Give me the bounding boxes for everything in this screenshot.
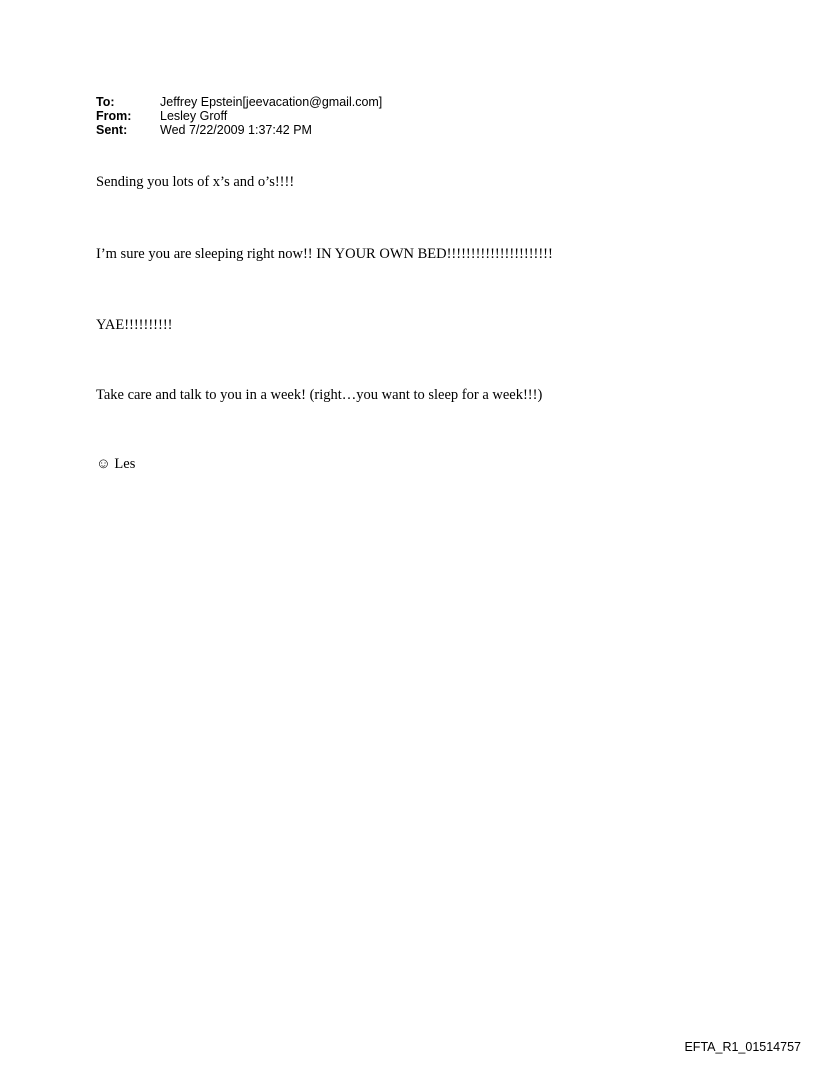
sent-label: Sent: bbox=[96, 123, 128, 137]
signature: ☺ Les bbox=[96, 456, 136, 472]
from-value: Lesley Groff bbox=[160, 109, 228, 123]
from-label: From: bbox=[96, 109, 132, 123]
header-to-row bbox=[96, 95, 382, 109]
body-paragraph: I’m sure you are sleeping right now!! IN YOUR OWN BED!!!!!!!!!!!!!!!!!!!!!! bbox=[96, 246, 553, 262]
body-paragraph: YAE!!!!!!!!!! bbox=[96, 317, 173, 333]
body-paragraph: Sending you lots of x’s and o’s!!!! bbox=[96, 174, 295, 190]
bates-number: EFTA_R1_01514757 bbox=[684, 1040, 801, 1054]
header-from-row bbox=[96, 109, 382, 123]
header-sent-row bbox=[96, 123, 382, 137]
to-label: To: bbox=[96, 95, 115, 109]
sent-value: Wed 7/22/2009 1:37:42 PM bbox=[160, 123, 312, 137]
email-header bbox=[96, 95, 382, 137]
body-paragraph: Take care and talk to you in a week! (right…you want to sleep for a week!!!) bbox=[96, 387, 543, 403]
to-value: Jeffrey Epstein[jeevacation@gmail.com] bbox=[160, 95, 383, 109]
